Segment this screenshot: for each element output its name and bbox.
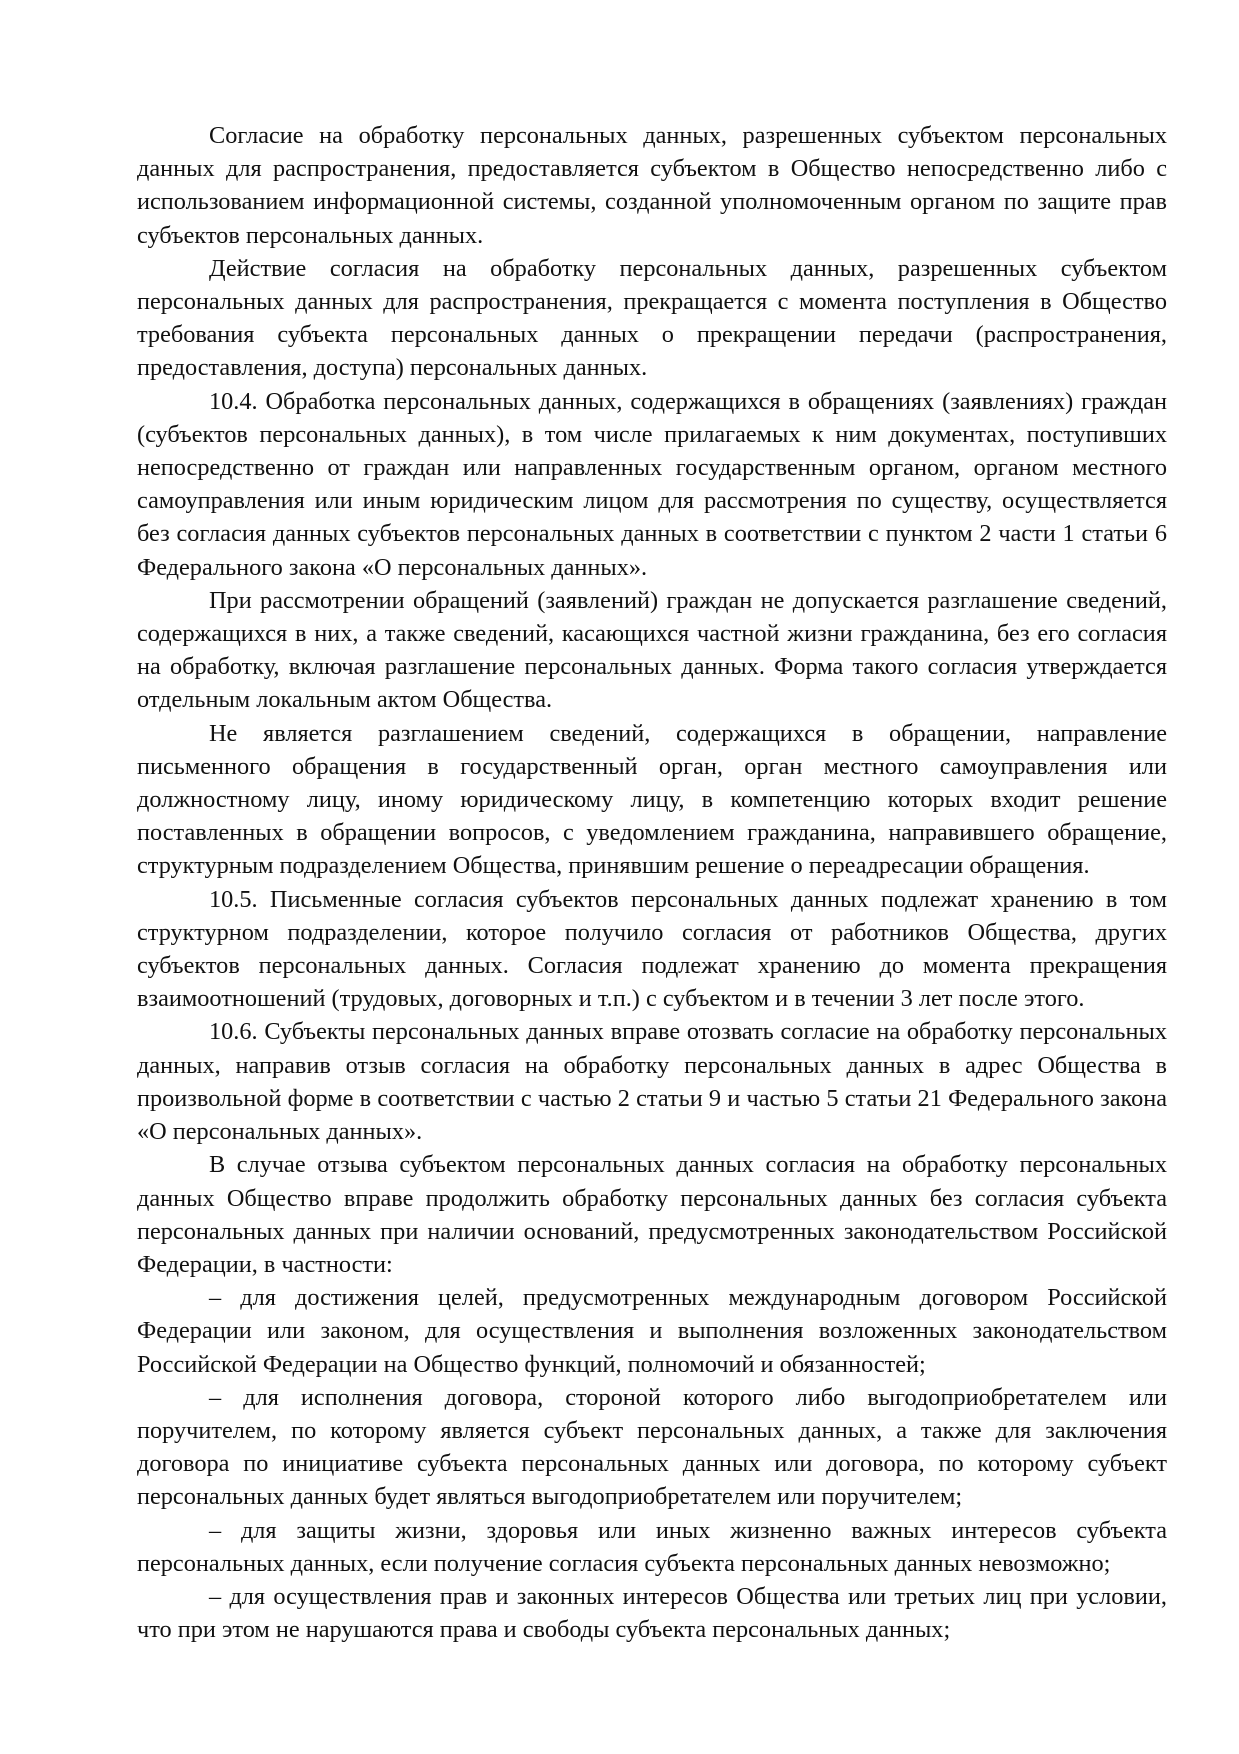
paragraph-not-disclosure: Не является разглашением сведений, содержащихся в обращении, направление письменного обращения в государственный орган, орган местного самоуправления или должностному лицу, иному юридическому лицу, в компетенцию которых входит решение поставленных в обращении вопросов, с уведомлением гражданина, направившего обращение, структурным подразделением Общества, принявшим решение о переадресации обращения. xyxy=(137,719,1167,880)
paragraph-consent-withdrawal: В случае отзыва субъектом персональных данных согласия на обработку персональных данных Общество вправе продолжить обработку персональных данных без согласия субъекта персональных данных при наличии оснований, предусмотренных законодательством Российской Федерации, в частности: xyxy=(137,1151,1167,1278)
list-item-legitimate-interests: – для осуществления прав и законных интересов Общества или третьих лиц при условии, что при этом не нарушаются права и свободы субъекта персональных данных; xyxy=(137,1582,1167,1644)
list-item-international-treaty: – для достижения целей, предусмотренных международным договором Российской Федерации или законом, для осуществления и выполнения возложенных законодательством Российской Федерации на Общество функций, полномочий и обязанностей; xyxy=(137,1284,1167,1378)
paragraph-appeals-disclosure: При рассмотрении обращений (заявлений) граждан не допускается разглашение сведений, содержащихся в них, а также сведений, касающихся частной жизни гражданина, без его согласия на обработку, включая разглашение персональных данных. Форма такого согласия утверждается отдельным локальным актом Общества. xyxy=(137,586,1167,714)
list-item-contract-execution: – для исполнения договора, стороной которого либо выгодоприобретателем или поручителем, по которому является субъект персональных данных, а также для заключения договора по инициативе субъекта персональных данных или договора, по которому субъект персональных данных будет являться выгодоприобретателем или поручителем; xyxy=(137,1383,1167,1511)
paragraph-10-4: 10.4. Обработка персональных данных, содержащихся в обращениях (заявлениях) граждан (субъектов персональных данных), в том числе прилагаемых к ним документах, поступивших непосредственно от граждан или направленных государственным органом, органом местного самоуправления или иным юридическим лицом для рассмотрения по существу, осуществляется без согласия данных субъектов персональных данных в соответствии с пунктом 2 части 1 статьи 6 Федерального закона «О персональных данных». xyxy=(137,387,1167,581)
paragraph-consent-termination: Действие согласия на обработку персональных данных, разрешенных субъектом персональных данных для распространения, прекращается с момента поступления в Общество требования субъекта персональных данных о прекращении передачи (распространения, предоставления, доступа) персональных данных. xyxy=(137,254,1167,382)
paragraph-consent-distribution: Согласие на обработку персональных данных, разрешенных субъектом персональных данных для распространения, предоставляется субъектом в Общество непосредственно либо с использованием информационной системы, созданной уполномоченным органом по защите прав субъектов персональных данных. xyxy=(137,122,1167,249)
paragraph-10-5: 10.5. Письменные согласия субъектов персональных данных подлежат хранению в том структурном подразделении, которое получило согласия от работников Общества, других субъектов персональных данных. Согласия подлежат хранению до момента прекращения взаимоотношений (трудовых, договорных и т.п.) с субъектом и в течении 3 лет после этого. xyxy=(137,885,1167,1013)
paragraph-10-6: 10.6. Субъекты персональных данных вправе отозвать согласие на обработку персональных данных, направив отзыв согласия на обработку персональных данных в адрес Общества в произвольной форме в соответствии с частью 2 статьи 9 и частью 5 статьи 21 Федерального закона «О персональных данных». xyxy=(137,1018,1167,1146)
list-item-vital-interests: – для защиты жизни, здоровья или иных жизненно важных интересов субъекта персональных данных, если получение согласия субъекта персональных данных невозможно; xyxy=(137,1516,1167,1577)
